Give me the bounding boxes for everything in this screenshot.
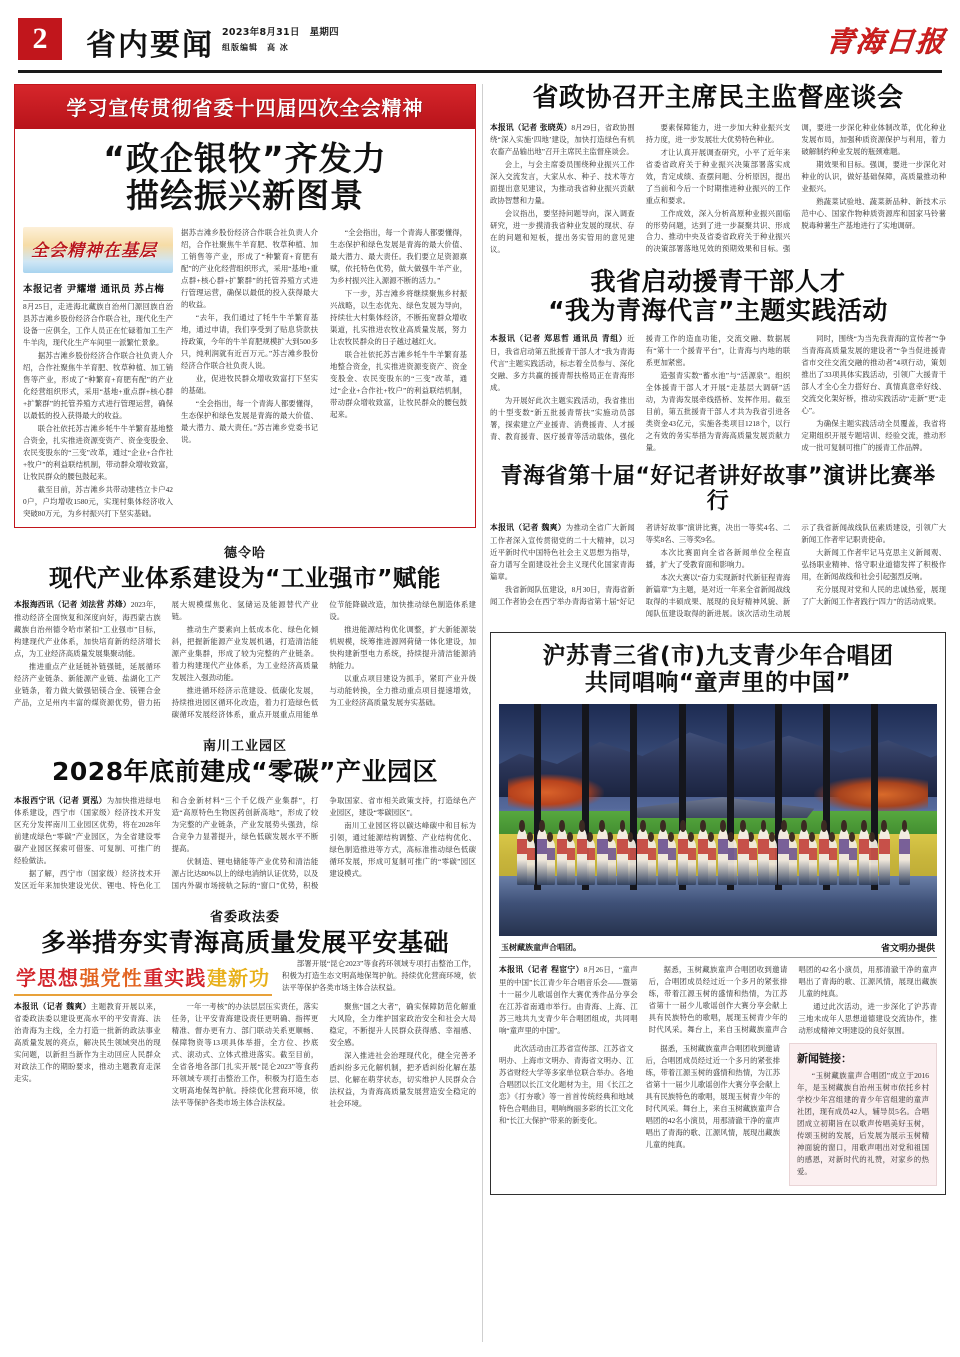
byline: 本报讯（记者 魏爽） bbox=[14, 1001, 91, 1011]
paragraph: 我省新闻队伍建设，8月30日，青海省新闻工作者协会在西宁举办青海省第十届“好记者讲好故事”演讲比赛，决出一等奖4名、二等奖8名、三等奖9名。 bbox=[490, 523, 791, 606]
paragraph: 一年一考核”的办法层层压实责任，落实任务，让平安青海建设责任更明确、指挥更精准、督办更有力、部门联动关系更顺畅、保障物资等13项具体举措，全方位、抄底式、滚动式、立体式推进落实。截至目前，全省各地各部门扎实开展“昆仑2023”等食药环领域专项打击整治工作，积极为打造生态文明高地保驾护航。持续优化营商环境，依法平等保护各类市场主体合法权益。 bbox=[171, 1001, 319, 1107]
article-headline: 省政协召开主席民主监督座谈会 bbox=[532, 83, 904, 113]
campaign-slogan bbox=[14, 958, 272, 996]
issue-date: 2023年8月31日 星期四 bbox=[222, 27, 339, 38]
paragraph: 为开展好此次主题实践活动，我省推出的十型变数“新五批援青帮扶”实施动员部署，探索建立产业援青、消费援青、人才援青、教育援青、医疗援青等活动载体，强化援青工作的造血功能，交流交融、数据展有“第十一个援青平台”，让青海与内地的联系更加紧密。 bbox=[490, 334, 791, 441]
paragraph: 联合社依托苏吉滩乡牦牛牛羊繁育基地整合资金，扎实推进资源变资产、资金变股金、农民变股东的“三变”改革，通过“企业+合作社+牧户”的利益联结机制，带动群众增收致富，让牧民群众的腰包鼓起来。 bbox=[23, 423, 173, 481]
paragraph: 联合社依托苏吉滩乡牦牛牛羊繁育基地整合资金，扎实推进资源变资产、资金变股金、农民变股东的“三变”改革，通过“企业+合作社+牧户”的利益联结机制，带动群众增收致富，让牧民群众的腰包鼓起来。 bbox=[330, 349, 467, 419]
photo-credit: 省文明办提供 bbox=[880, 944, 935, 955]
article-haojizhe bbox=[490, 464, 946, 620]
photo-feature-body bbox=[499, 958, 937, 1186]
paragraph: 8月25日，走进海北藏族自治州门源回族自治县苏吉滩乡股份经济合作联合社，现代化生产设备一应俱全，工作人员正在忙碌着加工生产牛羊肉，现代化生产车间里一派繁忙景象。 bbox=[23, 301, 173, 347]
photo-caption: 玉树藏族童声合唱团。 bbox=[501, 943, 581, 953]
byline: 本报讯（记者 张晓英） bbox=[490, 122, 572, 132]
paragraph: “全会指出，每一个青海人都要懂得，生态保护和绿色发展是青海的最大价值、最大潜力、最大责任。我们要立足资源禀赋，依托特色优势，做大做强牛羊产业，为乡村振兴注入源源不断的活力。” bbox=[330, 227, 467, 285]
paragraph: 本次大赛以“奋力实现新时代新征程青海新篇章”为主题，是对近一年来全省新闻战线取得的丰硕成果、展现的良好精神风貌、新闻队伍建设取得的新进展。该次活动生动展示了我省新闻战线队伍素质建设，引领广大新闻工作者牢记职责使命。 bbox=[645, 523, 946, 618]
photo-feature-headline-line2: 共同唱响“童声里的中国” bbox=[584, 669, 852, 696]
photo-feature-body-cols bbox=[499, 964, 937, 1037]
paragraph: 通过此次活动，进一步深化了沪苏青三地未成年人思想道德建设交流协作，推动形成精神文明建设的良好氛围。 bbox=[798, 1002, 937, 1036]
paragraph: 本次比赛面向全省各新闻单位全程直播，扩大了受教育面和影响力。 bbox=[645, 548, 791, 570]
lead-headline-line1: “政企银牧”齐发力 bbox=[103, 139, 387, 178]
photo-feature bbox=[490, 632, 946, 1195]
photo-feature-headline bbox=[499, 641, 937, 704]
lead-body bbox=[181, 227, 467, 521]
paragraph: 推进重点产业延链补链强链，延展循环经济产业链条、新能源产业链、盐湖化工产业链条，着力做大做强铝镁合金、镁锂合金产品，立足州内丰富的煤资源优势，借力拓展大规模煤焦化、氢储运及能源替代产业链。 bbox=[14, 600, 319, 707]
paragraph: 期效果和目标。强调，要进一步深化对种业的认识，做好基础保障，高质量推动种业振兴。 bbox=[801, 159, 946, 193]
paragraph: “全会指出，每一个青海人都要懂得，生态保护和绿色发展是青海的最大价值、最大潜力、最大责任。”苏吉滩乡党委书记说。 bbox=[181, 398, 318, 444]
paragraph: 工作成效，深入分析高原种业振兴面临的形势问题，达到了进一步凝聚共识、形成合力、推动中央及省委省政府关于种业振兴的决策部署落地见效的预期效果和目标。强调，要进一步深化种业体制改革，优化种业发展布局，加强种质资源保护与利用，着力破解制约种业发展的瓶颈难题。 bbox=[645, 122, 946, 254]
right-column bbox=[490, 84, 946, 1195]
campaign-badge bbox=[23, 227, 173, 273]
paragraph-text: 2023年，推动经济全面恢复和深度向好，海西蒙古族藏族自治州德令哈市紧扣“工业强市”目标，构建现代产业体系，加快培育新的经济增长点，为工业经济高质量发展集聚动能。 bbox=[14, 600, 161, 658]
paragraph: 推进能源结构优化调整，扩大新能源装机规模，统筹推进源网荷储一体化建设，加快构建新型电力系统，持续提升清洁能源消纳能力。 bbox=[329, 625, 476, 671]
photo-choir-members bbox=[517, 809, 920, 886]
paragraph: 聚焦“国之大者”，确实保障防范化解重大风险，全力维护国家政治安全和社会大局稳定，不断提升人民群众获得感、幸福感、安全感。 bbox=[329, 1001, 476, 1047]
article-nanchuan bbox=[14, 735, 476, 892]
photo-feature-headline-line1: 沪苏青三省(市)九支青少年合唱团 bbox=[542, 642, 894, 669]
lead-body-cols bbox=[181, 227, 467, 446]
article-kicker: 省委政法委 bbox=[209, 910, 280, 926]
article-body bbox=[14, 795, 476, 893]
paragraph: 才让认真开展调查研究，小平了近年来省委省政府关于种业振兴决策部署落实成效，肯定成绩、查摆问题、分析原因，提出了当前和今后一个时期推进种业振兴的工作重点和要求。 bbox=[645, 147, 791, 205]
paragraph: 此次活动由江苏省宣传部、江苏省文明办、上海市文明办、青海省文明办、江苏省财经大学等多家单位联合举办。各地合唱团以长江文化题材为主，用《长江之恋》《打夯歌》等一首首传统经典和地域特色合唱曲目，唱响绚丽多彩的长江文化和“长江大保护”带来的新变化。 bbox=[499, 1044, 634, 1126]
lead-headline bbox=[15, 129, 475, 219]
article-body bbox=[14, 599, 476, 721]
paragraph: 业，促进牧民群众增收致富打下坚实的基础。 bbox=[181, 373, 318, 395]
paragraph bbox=[490, 522, 635, 583]
article-headline-line1: 我省启动援青干部人才 bbox=[590, 267, 846, 297]
paragraph: 南川工业园区将以碳达峰碳中和目标为引领，通过能源结构调整、产业结构优化、绿色制造推进等方式，高标准推动绿色低碳循环发展，形成可复制可推广的“零碳”园区建设模式。 bbox=[329, 820, 476, 878]
column-divider bbox=[482, 84, 483, 1342]
paragraph bbox=[14, 1001, 161, 1086]
masthead bbox=[0, 0, 960, 74]
article-kicker: 南川工业园区 bbox=[202, 739, 287, 755]
photo-caption-row bbox=[499, 936, 937, 958]
campaign-badge-label: 全会精神在基层 bbox=[31, 240, 157, 260]
paragraph: 以重点项目建设为抓手，紧盯产业升级与动能转换，全力推动重点项目提速增效，为工业经济高质量发展夯实基础。 bbox=[329, 674, 476, 708]
paragraph: 据苏吉滩乡股份经济合作联合社负责人介绍，合作社聚焦牛羊育肥、牧草种植、加工销售等产业，形成了“种繁育+育肥有配”的产业化经营组织形式，采用“基地+重点群+核心群+扩繁群”的托管养殖方式进行管理运营，确保以最低的投入获得最大的收益。 bbox=[23, 350, 173, 420]
paragraph: 据悉，玉树藏族童声合唱团收到邀请后，合唱团成员经过近一个多月的紧张排练，带着江源玉树的盛情和热情，为江苏省第十一届少儿歌谣创作大赛分享会献上具有民族特色的歌唱，展现玉树青少年的时代风采。舞台上，来自玉树藏族童声合唱团的42名小演员，用那清澈干净的童声唱出了青海的歌、江源风情，展现出藏族儿童的纯真。 bbox=[645, 1044, 780, 1150]
paragraph: 要素保障能力，进一步加大种业振兴支持力度，进一步发展壮大优势特色种业。 bbox=[645, 122, 791, 144]
paragraph: 充分展现对党和人民的忠诚热爱，展现了广大新闻工作者践行“四力”的活动成果。 bbox=[801, 585, 946, 606]
lead-banner: 学习宣传贯彻省委十四届四次全会精神 bbox=[15, 85, 475, 129]
article-body-side bbox=[282, 958, 476, 995]
lead-sidebar bbox=[23, 227, 173, 521]
byline: 本报讯（记者 程宦宁） bbox=[499, 965, 584, 975]
paragraph: “玉树藏族童声合唱团”成立于2016年，是玉树藏族自治州玉树市依托乡村学校少年宫组建的青少年宫组建的童声社团，现有成员42人，辅导员5名。合唱团成立初期旨在以歌声传唱美好玉树，传颂玉树的发展，后发展为展示玉树精神面貌的窗口，用歌声唱出对党和祖国的感恩，对新时代的礼赞，对家乡的热爱。 bbox=[797, 1071, 929, 1177]
paragraph-text: 8月29日，省政协围绕“深入实施‘四地’建设，加快打造绿色有机农畜产品输出地”召开主席民主监督座谈会。 bbox=[490, 122, 635, 157]
paragraph: 推动生产要素向上低成本化、绿色化倾斜，把握新能源产业发展机遇，打造清洁能源产业集群，形成了较为完整的产业链条。着力构建现代产业体系，为工业经济高质量发展注入强劲动能。 bbox=[171, 625, 319, 683]
paragraph bbox=[499, 964, 638, 1037]
paragraph: 造强青实数“蓄水池”与“活源泉”。组织全体援青干部人才开展“走基层大调研”活动，为青海发展牵线搭桥、发挥作用。截至目前，第五批援青干部人才共为我省引进各类资金43亿元，实施各类项目1218个，以行之有效的务实举措为青海高质量发展贡献力量。 bbox=[645, 371, 791, 452]
article-zhengxie bbox=[490, 84, 946, 256]
paragraph: 据了解，西宁市（国家级）经济技术开发区近年来加快建设光伏、锂电、特色化工和合金新材料“三个千亿级产业集群”，打造“高原特色生物医药创新高地”，形成了较为完整的产业链条，产业发展势头强劲，综合竞争力显著提升，绿色低碳发展水平不断提高。 bbox=[14, 795, 319, 891]
paragraph bbox=[14, 599, 161, 660]
slogan-row bbox=[14, 958, 476, 996]
paragraph: 推进循环经济示范建设、低碳化发展，持续推进园区循环化改造，着力打造绿色低碳循环发展经济体系，重点开展重点用能单位节能降碳改造，加快推动绿色制造体系建设。 bbox=[171, 600, 476, 720]
paragraph: 伏制造、锂电储能等产业优势和清洁能源占比达80%以上的绿电消纳认证优势，以及国内外碳市场接轨之际的“窗口”优势，积极争取国家、省市相关政策支持，打造绿色产业园区，建设“零碳园区”。 bbox=[171, 795, 476, 890]
lead-story bbox=[14, 84, 476, 528]
paragraph-text: 主题教育开展以来，省委政法委以建设更高水平的平安青海、法治青海为主线，全力打造一批新的政法事业高质量发展的亮点，解决民生领域突出的现实问题，以新担当新作为主动回应人民群众对政法工作的期盼要求，推动主题教育走深走实。 bbox=[14, 1001, 161, 1084]
paragraph: 为确保主题实践活动全员覆盖，我省将定期组织开展专题培训、经验交流，推动形成一批可复制可推广的援青工作品牌。 bbox=[801, 418, 946, 452]
newspaper-brand-logo: 青海日报 bbox=[824, 27, 948, 58]
byline: 本报讯（记者 郑思哲 通讯员 青组） bbox=[490, 334, 628, 344]
paragraph bbox=[490, 333, 635, 394]
photo-feature-bottom bbox=[499, 1043, 937, 1186]
news-link-title: 新闻链接： bbox=[797, 1052, 852, 1066]
issue-meta bbox=[222, 26, 339, 53]
article-body bbox=[14, 1001, 476, 1110]
paragraph-text: 为加快推进绿电体系建设，西宁市（国家级）经济技术开发区充分发挥南川工业园区优势，将在2028年前建成绿色“零碳”产业园区，为全省建设零碳产业园区探索可借鉴、可复制、可推广的经验做法。 bbox=[14, 795, 161, 866]
page-title: 省内要闻 bbox=[86, 28, 214, 63]
article-body bbox=[490, 522, 946, 620]
article-headline: 现代产业体系建设为“工业强市”赋能 bbox=[49, 563, 441, 592]
article-body bbox=[490, 333, 946, 454]
slogan-word-2: 强党性 bbox=[79, 965, 143, 990]
paragraph: 深入推进社会治理现代化，健全完善矛盾纠纷多元化解机制，把矛盾纠纷化解在基层、化解在萌芽状态，切实维护人民群众合法权益，为青海高质量发展营造安全稳定的社会环境。 bbox=[329, 1050, 476, 1108]
paragraph: 会上，与会主席委员围绕种业振兴工作深入交流发言，大家从水、种子、技术等方面提出意见建议，为推动我省种业振兴贡献政协智慧和力量。 bbox=[490, 160, 635, 206]
paragraph: 大新闻工作者牢记马克思主义新闻观、弘扬职业精神、恪守职业道德发挥了积极作用，在新闻战线和社会引起强烈反响。 bbox=[801, 548, 946, 582]
paragraph: 部署开展“昆仑2023”等食药环领域专项打击整治工作，积极为打造生态文明高地保驾护航。持续优化营商环境，依法平等保护各类市场主体合法权益。 bbox=[282, 958, 476, 992]
paragraph: 截至目前，苏吉滩乡共带动建档立卡户420户，户均增收1580元，实现村集体经济收入突破80万元，为乡村振兴打下坚实基础。 bbox=[23, 484, 173, 518]
article-yuanqing bbox=[490, 268, 946, 454]
byline: 本报讯（记者 魏爽） bbox=[490, 523, 566, 533]
paragraph: 据悉，玉树藏族童声合唱团收到邀请后，合唱团成员经过近一个多月的紧张排练，带着江源玉树的盛情和热情，为江苏省第十一届少儿歌谣创作大赛分享会献上具有民族特色的歌唱，展现玉树青少年的时代风采。舞台上，来自玉树藏族童声合唱团的42名小演员，用那清澈干净的童声唱出了青海的歌、江源风情，展现出藏族儿童的纯真。 bbox=[648, 965, 937, 1035]
article-zhengfawei bbox=[14, 906, 476, 1109]
article-headline: 2028年底前建成“零碳”产业园区 bbox=[52, 757, 438, 787]
byline: 本报海西讯（记者 刘法营 苏烽） bbox=[14, 600, 131, 610]
lead-body-col1 bbox=[23, 301, 173, 520]
paragraph: 据苏吉滩乡股份经济合作联合社负责人介绍，合作社聚焦牛羊育肥、牧草种植、加工销售等产业，形成了“种繁育+育肥有配”的产业化经营组织形式，采用“基地+重点群+核心群+扩繁群”的托管养殖方式进行管理运营，确保以最低的投入获得最大的收益。 bbox=[181, 227, 318, 309]
article-kicker: 德令哈 bbox=[223, 545, 266, 561]
article-headline: 青海省第十届“好记者讲好故事”演讲比赛举行 bbox=[500, 463, 936, 515]
slogan-word-3: 重实践 bbox=[143, 965, 207, 990]
slogan-word-4: 建新功 bbox=[206, 965, 270, 990]
paragraph bbox=[14, 795, 161, 868]
article-body bbox=[490, 122, 946, 256]
news-link-box bbox=[789, 1043, 937, 1186]
article-headline bbox=[490, 268, 946, 325]
paragraph: 下一步，苏吉滩乡将继续聚焦乡村振兴战略，以生态优先、绿色发展为导向，持续壮大村集体经济，不断拓宽群众增收渠道，扎实推进农牧业高质量发展，努力让农牧民群众的日子越过越红火。 bbox=[330, 288, 467, 346]
paragraph: 会议指出，要坚持问题导向，深入调查研究，进一步摸清我省种业发展的现状、存在的问题和短板，提出务实管用的意见建议。 bbox=[490, 209, 635, 255]
masthead-rule bbox=[18, 70, 942, 73]
lead-lower bbox=[15, 219, 475, 521]
paragraph: 熟蔬菜试验地、蔬菜新品种、新技术示范中心、国家作物种质资源库和国家马铃薯脱毒种薯生产基地进行了实地调研。 bbox=[801, 196, 946, 230]
paragraph-text: 近日，我省启动第五批援青干部人才“我为青海代言”主题实践活动，标志着全员参与、深化交融、多方共赢的援青帮扶格局正在青海形成。 bbox=[490, 334, 635, 392]
paragraph-text: 为推动全省广大新闻工作者深入宣传贯彻党的二十大精神，以习近平新时代中国特色社会主义思想为指导，奋力谱写全面建设社会主义现代化国家青海篇章。 bbox=[490, 523, 635, 581]
paragraph bbox=[490, 122, 635, 159]
paragraph-text: 8月26日，“童声里的中国”长江青少年合唱音乐会——暨第十一届少儿歌谣创作大赛优秀作品分享会在江苏省南通市举行。由青海、上海、江苏三地共九支青少年合唱团组成，共同唱响“童声里的中国”。 bbox=[499, 965, 638, 1035]
issue-editor: 组版编辑 高 冰 bbox=[222, 42, 289, 52]
left-column bbox=[14, 84, 476, 1110]
article-headline-line2: “我为青海代言”主题实践活动 bbox=[548, 295, 888, 325]
choir-photo bbox=[499, 704, 937, 936]
lead-byline: 本报记者 尹耀增 通讯员 苏占梅 bbox=[23, 281, 173, 301]
paragraph: 同时，围绕“为当先我青海的宣传者”“争当青海高质量发展的建设者”“争当促进援青省市交往交流交融的推动者”4项行动，策划推出了33项具体实践活动，引领广大援青干部人才全心全力搭好台、真情真意牵好线、交流交化架好桥，推动实践活动“走新”更“走心”。 bbox=[801, 334, 946, 415]
byline: 本报西宁讯（记者 贾泓） bbox=[14, 795, 107, 805]
article-delingha bbox=[14, 542, 476, 722]
lead-headline-line2: 描绘振兴新图景 bbox=[126, 175, 364, 215]
photo-feature-body-continued bbox=[499, 1043, 780, 1186]
article-headline: 多举措夯实青海高质量发展平安基础 bbox=[40, 928, 449, 958]
slogan-word-1: 学思想 bbox=[16, 965, 79, 990]
page-number-badge: 2 bbox=[18, 18, 62, 60]
paragraph: “去年，我们通过了牦牛牛羊繁育基地，通过申请，我们享受到了贴息贷款扶持政策，今年的牛羊育肥规模扩大到500多只，纯利润就有近百万元。”苏吉滩乡股份经济合作联合社负责人说。 bbox=[181, 312, 318, 370]
